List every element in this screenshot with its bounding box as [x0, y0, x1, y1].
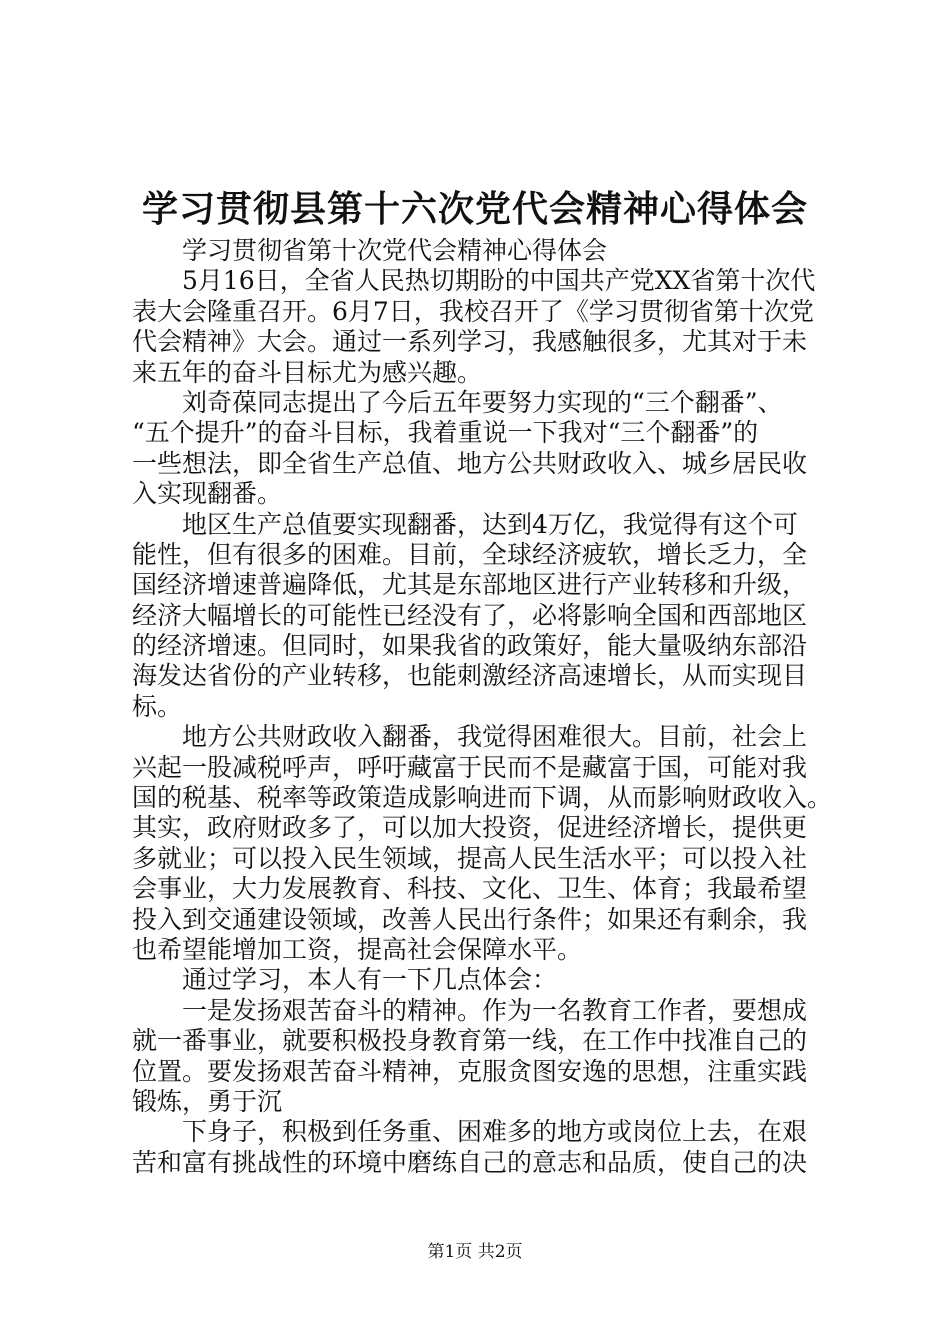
text-line: “五个提升”的奋斗目标，我着重说一下我对“三个翻番”的 — [132, 418, 759, 448]
text-line: 也希望能增加工资，提高社会保障水平。 — [132, 934, 583, 964]
text-line: 海发达省份的产业转移，也能刺激经济高速增长，从而实现目 — [132, 661, 808, 691]
text-line: 位置。要发扬艰苦奋斗精神，克服贪图安逸的思想，注重实践 — [132, 1056, 808, 1086]
text-line: 标。 — [132, 691, 183, 721]
text-line: 来五年的奋斗目标尤为感兴趣。 — [132, 357, 483, 387]
text-line: 下身子，积极到任务重、困难多的地方或岗位上去，在艰 — [182, 1117, 808, 1147]
text-line: 代会精神》大会。通过一系列学习，我感触很多，尤其对于未 — [132, 327, 808, 357]
text-line: 能性，但有很多的困难。目前，全球经济疲软，增长乏力，全 — [132, 539, 808, 569]
text-line: 表大会隆重召开。6月7日，我校召开了《学习贯彻省第十次党 — [132, 296, 814, 326]
text-line: 一些想法，即全省生产总值、地方公共财政收入、城乡居民收 — [132, 448, 808, 478]
text-line: 刘奇葆同志提出了今后五年要努力实现的“三个翻番”、 — [182, 387, 783, 417]
text-line: 就一番事业，就要积极投身教育第一线，在工作中找准自己的 — [132, 1026, 808, 1056]
text-line: 兴起一股减税呼声，呼吁藏富于民而不是藏富于国，可能对我 — [132, 752, 808, 782]
text-line: 5月16日，全省人民热切期盼的中国共产党XX省第十次代 — [182, 266, 816, 296]
text-line: 苦和富有挑战性的环境中磨练自己的意志和品质，使自己的决 — [132, 1147, 808, 1177]
document-title: 学习贯彻县第十六次党代会精神心得体会 — [141, 188, 808, 230]
text-line: 其实，政府财政多了，可以加大投资，促进经济增长，提供更 — [132, 813, 808, 843]
text-line: 一是发扬艰苦奋斗的精神。作为一名教育工作者，要想成 — [182, 995, 808, 1025]
text-line: 的经济增速。但同时，如果我省的政策好，能大量吸纳东部沿 — [132, 631, 808, 661]
text-line: 会事业，大力发展教育、科技、文化、卫生、体育；我最希望 — [132, 874, 808, 904]
text-line: 国经济增速普遍降低，尤其是东部地区进行产业转移和升级， — [132, 570, 808, 600]
text-line: 国的税基、税率等政策造成影响进而下调，从而影响财政收入。 — [132, 783, 833, 813]
text-line: 地区生产总值要实现翻番，达到4万亿，我觉得有这个可 — [182, 509, 798, 539]
text-line: 经济大幅增长的可能性已经没有了，必将影响全国和西部地区 — [132, 600, 808, 630]
page-footer: 第1页 共2页 — [427, 1242, 523, 1262]
text-line: 通过学习，本人有一下几点体会： — [182, 965, 558, 995]
text-line: 学习贯彻省第十次党代会精神心得体会 — [182, 236, 608, 265]
text-line: 投入到交通建设领域，改善人民出行条件；如果还有剩余，我 — [132, 904, 808, 934]
text-line: 地方公共财政收入翻番，我觉得困难很大。目前，社会上 — [182, 722, 808, 752]
text-line: 入实现翻番。 — [132, 479, 283, 509]
document-body — [132, 236, 832, 1178]
text-line: 锻炼，勇于沉 — [132, 1086, 283, 1116]
text-line: 多就业；可以投入民生领域，提高人民生活水平；可以投入社 — [132, 843, 808, 873]
